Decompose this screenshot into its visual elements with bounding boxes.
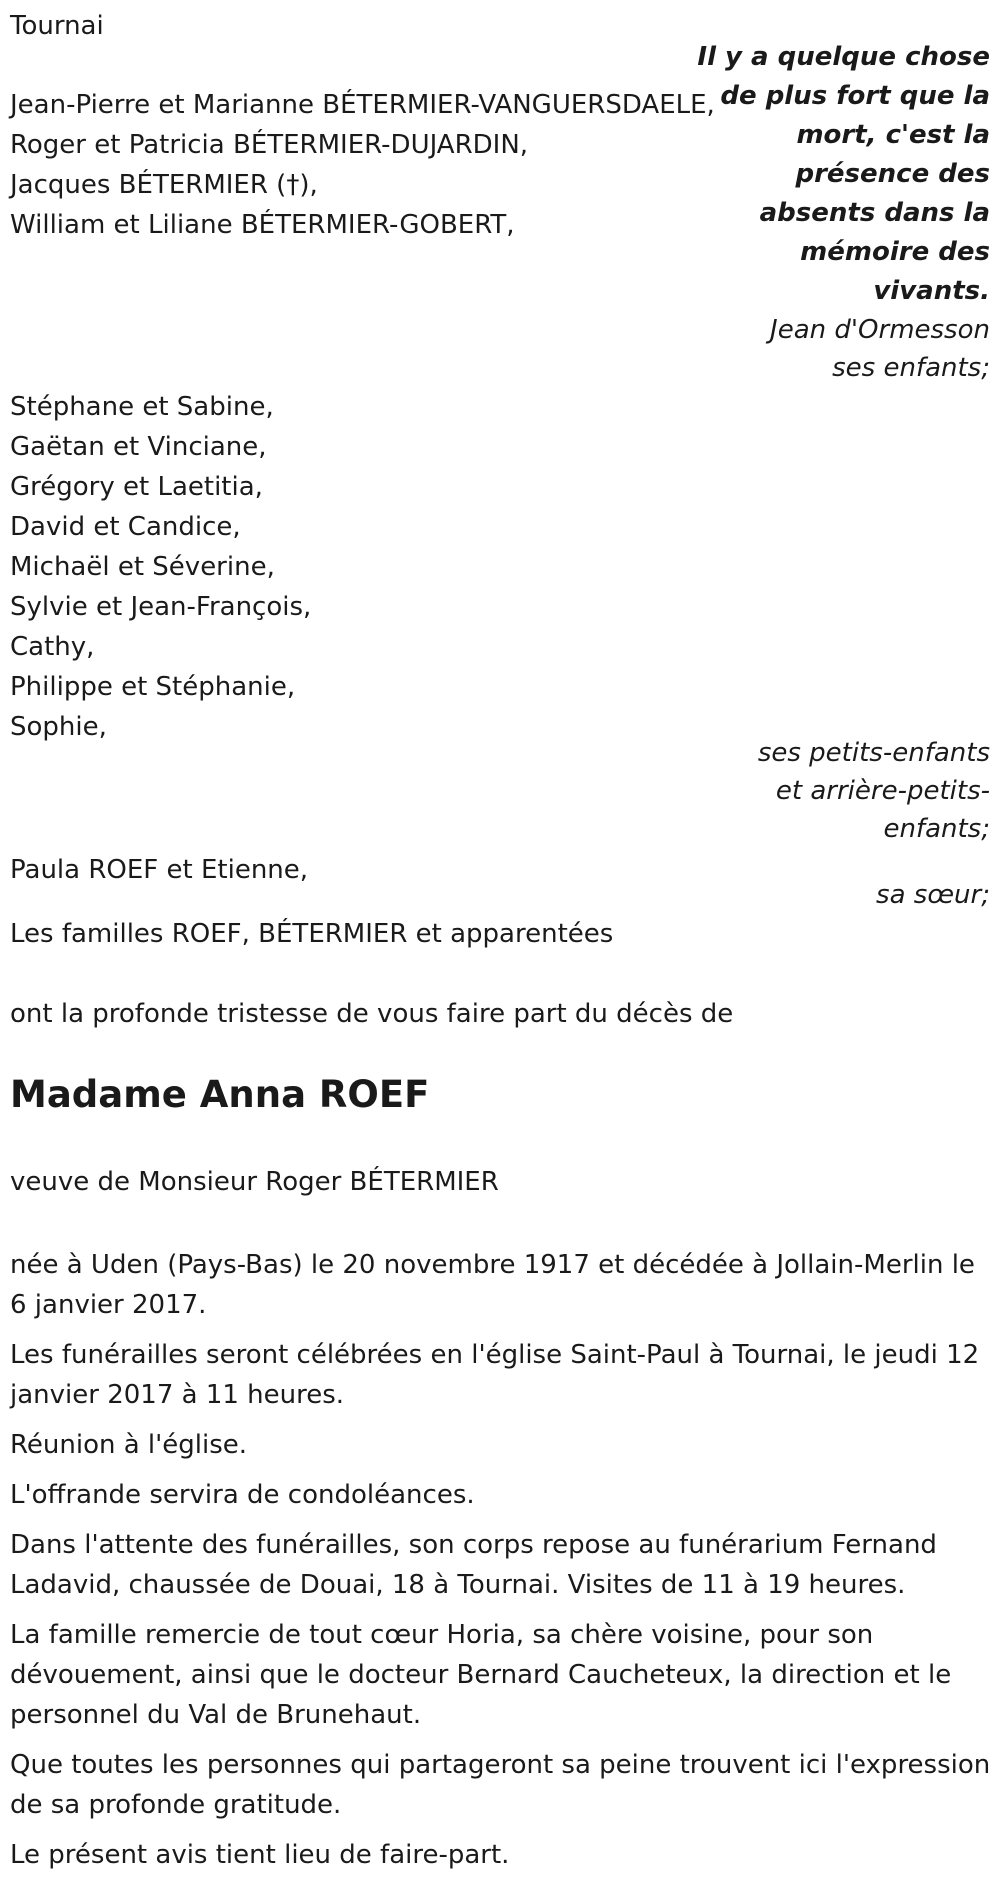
list-item: Gaëtan et Vinciane, [10, 432, 267, 462]
list-item: Cathy, [10, 632, 95, 662]
list-item: Sophie, [10, 712, 107, 742]
grandchildren-role-line2: et arrière-petits- [775, 776, 990, 806]
list-item: Roger et Patricia BÉTERMIER-DUJARDIN, [10, 130, 529, 160]
widow-of: veuve de Monsieur Roger BÉTERMIER [10, 1167, 499, 1197]
offering-paragraph: L'offrande servira de condoléances. [10, 1480, 475, 1510]
sister: Paula ROEF et Etienne, [10, 855, 309, 885]
funeral-paragraph: Les funérailles seront célébrées en l'église Saint-Paul à Tournai, le jeudi 12 janvier 2017 à 11 heures. [10, 1340, 980, 1410]
location: Tournai [10, 11, 104, 41]
grandchildren-role-line1: ses petits-enfants [757, 738, 990, 768]
sister-role: sa sœur; [876, 880, 990, 910]
meeting-paragraph: Réunion à l'église. [10, 1430, 248, 1460]
children-role: ses enfants; [832, 353, 990, 383]
notice-paragraph: Le présent avis tient lieu de faire-part. [10, 1840, 510, 1870]
list-item: David et Candice, [10, 512, 241, 542]
list-item: Stéphane et Sabine, [10, 392, 274, 422]
grandchildren-role-line3: enfants; [883, 814, 990, 844]
list-item: Jean-Pierre et Marianne BÉTERMIER-VANGUERSDAELE, [10, 90, 715, 120]
families: Les familles ROEF, BÉTERMIER et apparentées [10, 919, 614, 949]
quote-text: Il y a quelque chose de plus fort que la mort, c'est la présence des absents dans la mémoire des vivants. [697, 42, 990, 306]
thanks-paragraph: La famille remercie de tout cœur Horia, sa chère voisine, pour son dévouement, ainsi que le docteur Bernard Caucheteux, la direction et le personnel du Val de Brunehaut. [10, 1620, 952, 1730]
list-item: Sylvie et Jean-François, [10, 592, 312, 622]
list-item: Michaël et Séverine, [10, 552, 275, 582]
gratitude-paragraph: Que toutes les personnes qui partageront sa peine trouvent ici l'expression de sa profonde gratitude. [10, 1750, 991, 1820]
announcement: ont la profonde tristesse de vous faire part du décès de [10, 999, 734, 1029]
grandchildren-list [10, 387, 311, 747]
list-item: Philippe et Stéphanie, [10, 672, 296, 702]
list-item: William et Liliane BÉTERMIER-GOBERT, [10, 210, 515, 240]
deceased-name: Madame Anna ROEF [10, 1073, 430, 1116]
birth-death-paragraph: née à Uden (Pays-Bas) le 20 novembre 1917 et décédée à Jollain-Merlin le 6 janvier 2017. [10, 1250, 975, 1320]
children-list [10, 85, 715, 245]
list-item: Grégory et Laetitia, [10, 472, 263, 502]
list-item: Jacques BÉTERMIER (†), [10, 170, 318, 200]
funerarium-paragraph: Dans l'attente des funérailles, son corps repose au funérarium Fernand Ladavid, chaussée de Douai, 18 à Tournai. Visites de 11 à 19 heures. [10, 1530, 937, 1600]
quote-author: Jean d'Ormesson [770, 315, 990, 345]
